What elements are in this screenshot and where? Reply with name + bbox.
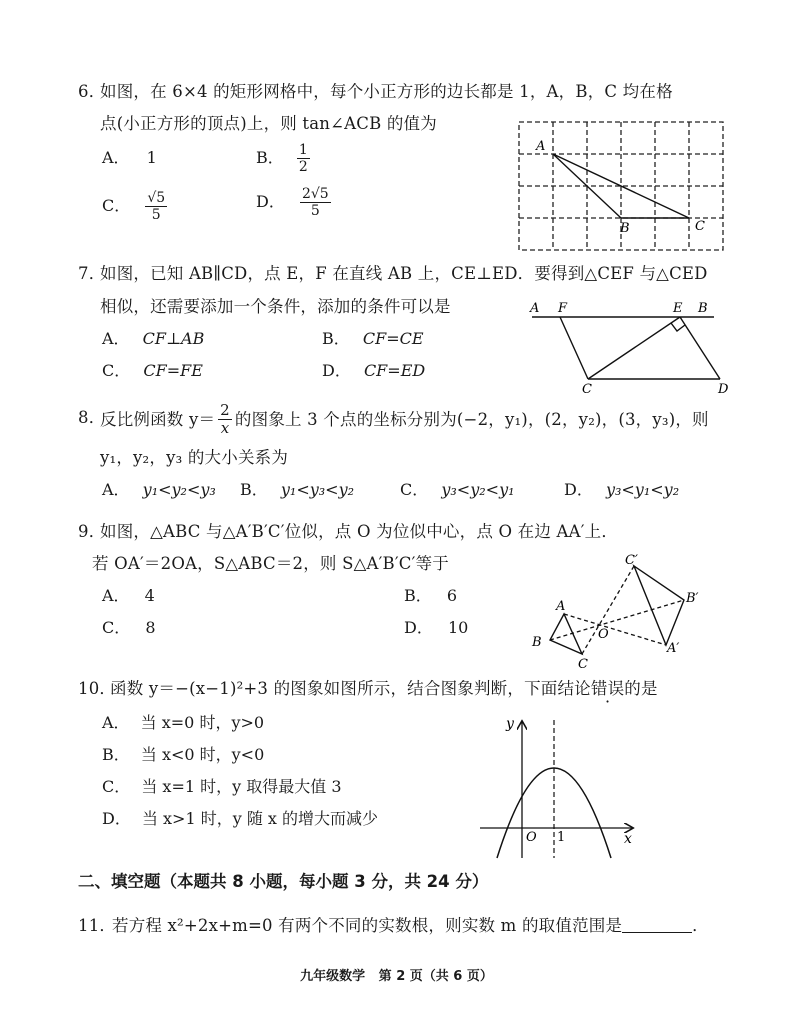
option-value: y₃<y₁<y₂ (605, 480, 680, 499)
option-label: A． (102, 586, 130, 605)
label-a: A (536, 139, 546, 154)
option-value: 10 (447, 618, 469, 637)
q8-text-line1 (100, 402, 709, 438)
option-value: CF=CE (362, 329, 424, 348)
q6-grid-figure (512, 114, 732, 254)
q6-option-a[interactable] (102, 150, 157, 166)
figure-lines (532, 317, 720, 379)
q6-text-line1: 如图，在 6×4 的矩形网格中，每个小正方形的边长都是 1，A，B，C 均在格 (100, 82, 673, 101)
q6-text-line2: 点(小正方形的顶点)上，则 tan∠ACB 的值为 (100, 114, 437, 133)
q7-number: 7． (78, 264, 106, 283)
label-b: B (532, 635, 542, 650)
q11-text (112, 918, 709, 935)
q10-number: 10． (78, 679, 117, 698)
label-b: B (620, 221, 630, 236)
option-label: B． (404, 586, 432, 605)
label-c: C (695, 219, 705, 234)
option-label: D． (102, 809, 131, 828)
q10-text-line1 (110, 681, 658, 698)
option-label: C． (400, 480, 429, 499)
option-label: C． (102, 777, 131, 796)
label-d: D (718, 382, 729, 396)
q7-text-line1: 如图，已知 AB∥CD，点 E，F 在直线 AB 上，CE⊥ED．要得到△CEF 与△CED (100, 264, 708, 283)
q6-option-d[interactable] (256, 186, 331, 219)
q11-text-body: 若方程 x²+2x+m=0 有两个不同的实数根，则实数 m 的取值范围是 (112, 916, 623, 935)
option-label: B． (256, 148, 284, 168)
option-label: A． (102, 148, 130, 167)
option-value: CF=ED (363, 361, 426, 380)
numerator: 1 (298, 142, 308, 158)
label-b-prime: B′ (686, 591, 699, 606)
option-value: CF=FE (143, 361, 203, 380)
option-label: A． (102, 329, 130, 348)
option-label: D． (322, 361, 351, 380)
label-a-prime: A′ (667, 641, 680, 656)
q7-option-a[interactable] (102, 331, 204, 347)
denominator: x (220, 419, 230, 438)
q6-option-b[interactable] (256, 142, 310, 175)
fraction (145, 190, 167, 223)
q10-text-pre: 函数 y＝−(x−1)²+3 的图象如图所示，结合图象判断，下面结论 (110, 679, 591, 698)
q6-option-c[interactable] (102, 190, 167, 223)
q7-option-d[interactable] (322, 363, 425, 379)
option-value: 6 (446, 586, 458, 605)
q10-option-b[interactable] (102, 747, 264, 763)
axis-label-y: y (506, 716, 514, 732)
denominator: 5 (310, 203, 320, 220)
option-value: 当 x<0 时，y<0 (140, 745, 265, 764)
option-label: C． (102, 361, 131, 380)
q9-option-c[interactable] (102, 620, 156, 636)
label-b: B (698, 301, 708, 316)
option-label: B． (102, 745, 130, 764)
option-value: y₃<y₂<y₁ (441, 480, 515, 499)
fraction (218, 402, 232, 438)
option-value: CF⊥AB (142, 329, 205, 348)
q8-text-line2: y₁，y₂，y₃ 的大小关系为 (100, 448, 289, 467)
q8-option-c[interactable] (400, 482, 515, 498)
q10-option-d[interactable] (102, 811, 378, 827)
numerator: 2√5 (301, 186, 329, 202)
option-label: B． (322, 329, 350, 348)
page-footer: 九年级数学 第 2 页（共 6 页） (300, 969, 493, 984)
numerator: 2 (220, 401, 230, 419)
q11-number: 11． (78, 916, 117, 935)
label-a: A (530, 301, 540, 316)
q7-option-c[interactable] (102, 363, 203, 379)
denominator: 5 (151, 207, 161, 224)
q9-text-line1: 如图，△ABC 与△A′B′C′位似，点 O 为位似中心，点 O 在边 AA′上． (100, 522, 619, 541)
numerator: √5 (147, 190, 166, 206)
triangle-a2b2c2 (634, 566, 684, 645)
q9-option-d[interactable] (404, 620, 468, 636)
option-label: C． (102, 196, 131, 216)
q8-option-a[interactable] (102, 482, 216, 498)
label-c-prime: C′ (625, 553, 638, 568)
option-value: 当 x=1 时，y 取得最大值 3 (141, 777, 342, 796)
q9-number: 9． (78, 522, 106, 541)
option-label: A． (102, 713, 130, 732)
q8-option-b[interactable] (240, 482, 354, 498)
q7-option-b[interactable] (322, 331, 424, 347)
q8-number: 8． (78, 408, 106, 427)
q8-text-post: 的图象上 3 个点的坐标分别为(−2，y₁)，(2，y₂)，(3，y₃)，则 (234, 409, 709, 429)
label-c: C (582, 382, 592, 396)
option-label: A． (102, 480, 130, 499)
q7-text-line2: 相似，还需要添加一个条件，添加的条件可以是 (100, 297, 451, 316)
option-label: B． (240, 480, 268, 499)
option-value: 当 x=0 时，y>0 (140, 713, 265, 732)
q10-text-post: 的是 (624, 679, 658, 698)
option-label: D． (256, 192, 285, 212)
label-e: E (673, 301, 683, 316)
option-value: y₁<y₃<y₂ (280, 480, 355, 499)
option-label: C． (102, 618, 131, 637)
axis-label-x: x (624, 831, 632, 847)
q7-figure (522, 296, 736, 396)
option-value: 8 (145, 618, 156, 637)
q8-text-pre: 反比例函数 y＝ (100, 409, 216, 429)
q10-emphasis: 错误 (590, 679, 625, 698)
origin-label: O (526, 830, 537, 845)
q9-homothety-figure (526, 550, 722, 674)
label-o: O (598, 627, 609, 642)
q10-option-a[interactable] (102, 715, 264, 731)
q10-parabola-figure (476, 712, 640, 862)
q9-option-a[interactable] (102, 588, 155, 604)
triangle-abc (550, 614, 582, 654)
answer-blank[interactable] (622, 918, 692, 933)
option-label: D． (564, 480, 593, 499)
option-label: D． (404, 618, 433, 637)
q9-text-line2: 若 OA′＝2OA，S△ABC＝2，则 S△A′B′C′等于 (92, 554, 449, 573)
q6-number: 6． (78, 82, 106, 101)
option-value: 1 (146, 148, 157, 167)
section-title: 二、填空题（本题共 8 小题，每小题 3 分，共 24 分） (78, 872, 489, 891)
q10-option-c[interactable] (102, 779, 342, 795)
denominator: 2 (298, 159, 308, 176)
option-value: y₁<y₂<y₃ (142, 480, 216, 499)
q8-option-d[interactable] (564, 482, 679, 498)
label-c: C (578, 657, 588, 672)
tick-label-1: 1 (557, 830, 566, 845)
label-a: A (556, 599, 566, 614)
fraction (300, 186, 331, 219)
option-value: 当 x>1 时，y 随 x 的增大而减少 (141, 809, 379, 828)
fraction (297, 142, 310, 175)
q9-option-b[interactable] (404, 588, 457, 604)
option-value: 4 (144, 586, 155, 605)
q11-text-end: ． (692, 916, 709, 935)
label-f: F (558, 301, 568, 316)
